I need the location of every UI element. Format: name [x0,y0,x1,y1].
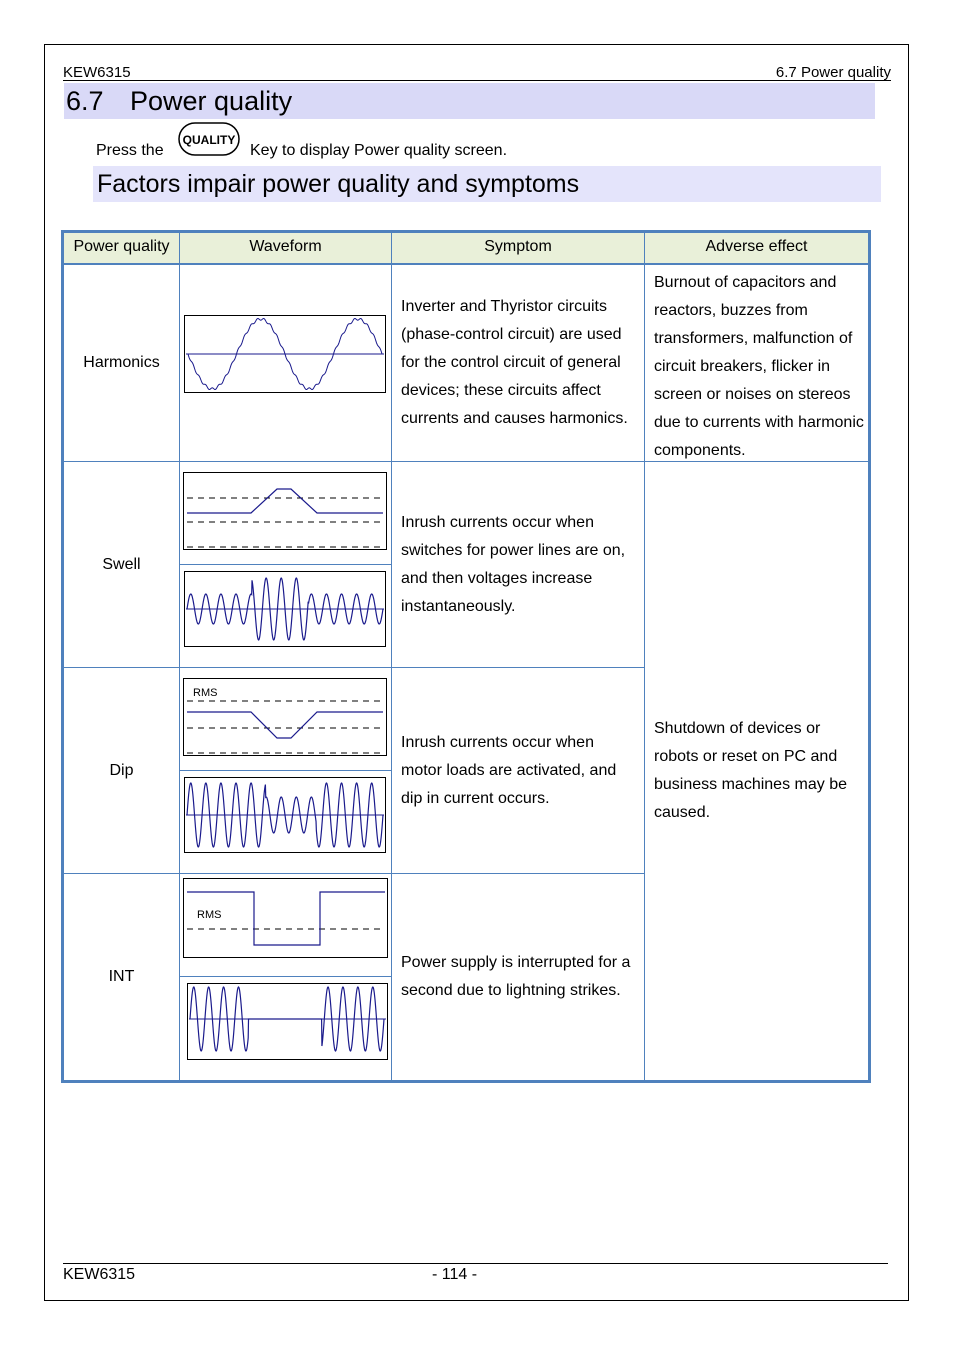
intro-after: Key to display Power quality screen. [250,142,508,159]
int-instant-waveform [186,982,390,1061]
row-swell-symptom: Inrush currents occur when switches for power lines are on, and then voltages increase instantaneously. [401,513,626,615]
quality-key-label: QUALITY [182,133,236,147]
grid-line [644,233,645,1080]
row-dip-symptom: Inrush currents occur when motor loads are activated, and dip in current occurs. [401,733,617,807]
header-waveform: Waveform [180,233,391,263]
dip-rms-label: RMS [193,687,218,699]
harmonics-waveform [184,315,386,393]
footer-rule [63,1263,888,1264]
header-power-quality: Power quality [64,233,179,263]
dip-instant-waveform [183,776,387,854]
grid-line [180,976,391,977]
page-number: - 114 - [432,1266,478,1283]
quality-key-icon [178,122,240,156]
section-title: Power quality [130,86,293,116]
header-rule [63,80,891,81]
subtitle-bar [93,166,881,202]
grid-line [180,564,391,565]
header-product: KEW6315 [63,64,131,81]
section-title-bar [64,83,875,119]
row-harmonics-symptom: Inverter and Thyristor circuits (phase-control circuit) are used for the control circuit of general devices; these circuits affect currents and causes harmonics. [401,298,628,427]
row-int-name: INT [108,968,135,985]
header-adverse-effect: Adverse effect [645,233,868,263]
shared-adverse-effect: Shutdown of devices or robots or reset on PC and business machines may be caused. [654,720,847,821]
grid-line [179,233,180,1080]
header-symptom: Symptom [392,233,644,263]
row-harmonics-name: Harmonics [83,354,160,371]
grid-line [391,233,392,1080]
power-quality-table [61,230,871,1083]
dip-rms-waveform [183,678,387,756]
swell-rms-waveform [183,472,387,550]
row-harmonics-effect: Burnout of capacitors and reactors, buzzes from transformers, malfunction of circuit breakers, flicker in screen or noises on stereos due to currents with harmonic components. [654,274,864,459]
int-rms-label: RMS [197,909,222,921]
grid-line [180,770,391,771]
swell-instant-waveform [183,570,387,648]
section-number: 6.7 [66,86,104,116]
int-rms-waveform [183,878,388,958]
row-swell-name: Swell [102,555,141,573]
footer-product: KEW6315 [63,1266,136,1283]
intro-before: Press the [96,142,164,159]
subtitle: Factors impair power quality and symptoms [97,170,580,198]
header-section: 6.7 Power quality [775,64,891,81]
row-int-symptom: Power supply is interrupted for a second due to lightning strikes. [401,954,631,999]
row-dip-name: Dip [109,761,134,779]
